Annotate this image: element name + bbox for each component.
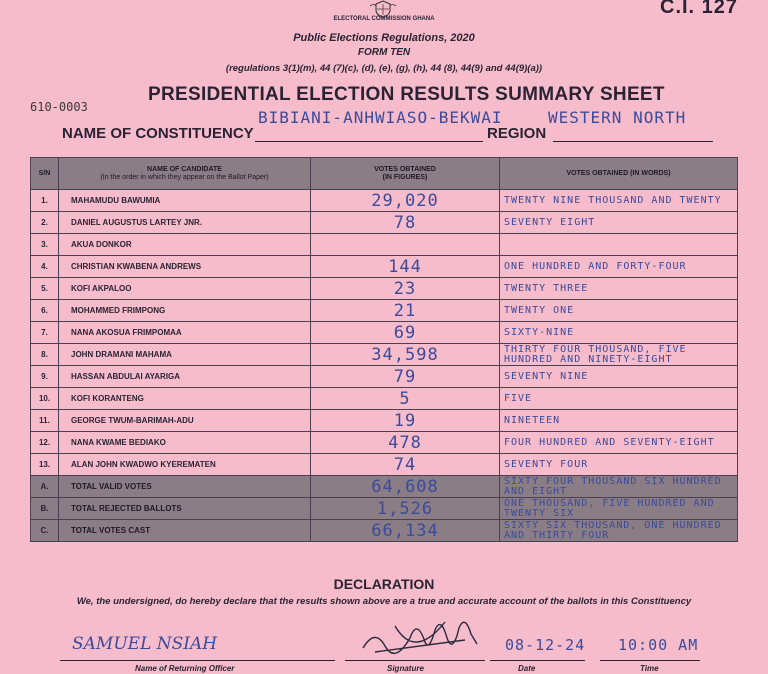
votes-figures: 29,020	[311, 190, 500, 212]
votes-figures: 5	[311, 388, 500, 410]
declaration-title: DECLARATION	[333, 576, 435, 592]
votes-words: TWENTY NINE THOUSAND AND TWENTY	[500, 190, 738, 212]
votes-figures: 1,526	[311, 498, 500, 520]
time-label: Time	[640, 664, 659, 673]
row-number: A.	[31, 476, 59, 498]
table-body	[31, 190, 738, 542]
row-number: 12.	[31, 432, 59, 454]
form-name: FORM TEN	[357, 47, 411, 58]
votes-words: ONE THOUSAND, FIVE HUNDRED AND TWENTY SIX	[500, 498, 738, 520]
region-label: REGION	[487, 125, 547, 142]
row-number: 5.	[31, 278, 59, 300]
returning-officer-name: SAMUEL NSIAH	[72, 634, 218, 654]
regulations-references: (regulations 3(1)(m), 44 (7)(c), (d), (e), (g), (h), 44 (8), 44(9) and 44(9)(a))	[225, 63, 543, 74]
candidate-name: KOFI KORANTENG	[59, 388, 311, 410]
votes-figures: 34,598	[311, 344, 500, 366]
votes-words: SEVENTY NINE	[500, 366, 738, 388]
candidate-name: NANA KWAME BEDIAKO	[59, 432, 311, 454]
votes-figures: 78	[311, 212, 500, 234]
candidate-row	[31, 190, 738, 212]
total-row	[31, 498, 738, 520]
row-number: 11.	[31, 410, 59, 432]
row-number: 2.	[31, 212, 59, 234]
row-number: 9.	[31, 366, 59, 388]
votes-figures: 19	[311, 410, 500, 432]
candidate-name: HASSAN ABDULAI AYARIGA	[59, 366, 311, 388]
votes-words: FOUR HUNDRED AND SEVENTY-EIGHT	[500, 432, 738, 454]
votes-words: SEVENTY FOUR	[500, 454, 738, 476]
votes-figures: 66,134	[311, 520, 500, 542]
candidate-row	[31, 366, 738, 388]
candidate-name: CHRISTIAN KWABENA ANDREWS	[59, 256, 311, 278]
date-line	[490, 660, 585, 661]
header-figures-label: VOTES OBTAINED	[374, 165, 436, 173]
votes-words	[500, 234, 738, 256]
row-number: C.	[31, 520, 59, 542]
form-code: 610-0003	[30, 100, 88, 114]
votes-words: THIRTY FOUR THOUSAND, FIVE HUNDRED AND NINETY-EIGHT	[500, 344, 738, 366]
votes-figures: 21	[311, 300, 500, 322]
signature-scribble	[355, 608, 485, 664]
candidate-row	[31, 344, 738, 366]
candidate-name: TOTAL VOTES CAST	[59, 520, 311, 542]
candidate-name: JOHN DRAMANI MAHAMA	[59, 344, 311, 366]
candidate-row	[31, 278, 738, 300]
candidate-row	[31, 256, 738, 278]
total-row	[31, 520, 738, 542]
constituency-value: BIBIANI-ANHWIASO-BEKWAI	[258, 108, 503, 127]
time-line	[600, 660, 700, 661]
region-underline	[553, 141, 713, 142]
constituency-label: NAME OF CONSTITUENCY	[62, 125, 254, 142]
signature-label: Signature	[387, 664, 424, 673]
row-number: 8.	[31, 344, 59, 366]
row-number: 10.	[31, 388, 59, 410]
votes-figures	[311, 234, 500, 256]
votes-words: FIVE	[500, 388, 738, 410]
commission-name: ELECTORAL COMMISSION GHANA	[333, 16, 435, 22]
candidate-row	[31, 234, 738, 256]
row-number: 6.	[31, 300, 59, 322]
votes-figures: 144	[311, 256, 500, 278]
candidate-name: ALAN JOHN KWADWO KYEREMATEN	[59, 454, 311, 476]
candidate-row	[31, 410, 738, 432]
row-number: 1.	[31, 190, 59, 212]
sheet-title: PRESIDENTIAL ELECTION RESULTS SUMMARY SHEET	[148, 84, 665, 105]
candidate-row	[31, 454, 738, 476]
candidate-name: AKUA DONKOR	[59, 234, 311, 256]
declaration-text: We, the undersigned, do hereby declare that the results shown above are a true and accurate account of the ballots in this Constituency	[76, 596, 692, 607]
votes-figures: 64,608	[311, 476, 500, 498]
results-table	[30, 157, 738, 542]
declaration-time: 10:00 AM	[618, 636, 699, 654]
votes-words: SIXTY FOUR THOUSAND SIX HUNDRED AND EIGHT	[500, 476, 738, 498]
votes-words: TWENTY THREE	[500, 278, 738, 300]
votes-figures: 74	[311, 454, 500, 476]
candidate-row	[31, 388, 738, 410]
candidate-name: KOFI AKPALOO	[59, 278, 311, 300]
votes-words: SIXTY-NINE	[500, 322, 738, 344]
candidate-name: MAHAMUDU BAWUMIA	[59, 190, 311, 212]
table-header-row	[31, 158, 738, 190]
candidate-row	[31, 300, 738, 322]
row-number: 3.	[31, 234, 59, 256]
votes-figures: 478	[311, 432, 500, 454]
signature-line	[345, 660, 485, 661]
total-row	[31, 476, 738, 498]
officer-name-line	[60, 660, 335, 661]
votes-words: TWENTY ONE	[500, 300, 738, 322]
votes-words: ONE HUNDRED AND FORTY-FOUR	[500, 256, 738, 278]
candidate-name: TOTAL VALID VOTES	[59, 476, 311, 498]
row-number: 7.	[31, 322, 59, 344]
row-number: 13.	[31, 454, 59, 476]
votes-figures: 79	[311, 366, 500, 388]
declaration-date: 08-12-24	[505, 636, 586, 654]
header-figures	[311, 158, 500, 190]
officer-name-label: Name of Returning Officer	[135, 664, 235, 673]
candidate-row	[31, 322, 738, 344]
candidate-name: TOTAL REJECTED BALLOTS	[59, 498, 311, 520]
votes-words: SIXTY SIX THOUSAND, ONE HUNDRED AND THIRTY FOUR	[500, 520, 738, 542]
votes-words: SEVENTY EIGHT	[500, 212, 738, 234]
header-figures-sub: (IN FIGURES)	[382, 173, 428, 181]
regulations-title: Public Elections Regulations, 2020	[293, 32, 475, 44]
header-words: VOTES OBTAINED (IN WORDS)	[500, 158, 738, 190]
ci-number: C.I. 127	[660, 0, 739, 18]
header-candidate-label: NAME OF CANDIDATE	[147, 165, 222, 173]
header-candidate	[59, 158, 311, 190]
candidate-row	[31, 432, 738, 454]
row-number: B.	[31, 498, 59, 520]
header-sn: S/N	[31, 158, 59, 190]
region-value: WESTERN NORTH	[548, 108, 687, 127]
header-candidate-sub: (In the order in which they appear on the Ballot Paper)	[100, 173, 269, 181]
candidate-name: MOHAMMED FRIMPONG	[59, 300, 311, 322]
candidate-name: GEORGE TWUM-BARIMAH-ADU	[59, 410, 311, 432]
votes-figures: 69	[311, 322, 500, 344]
candidate-name: DANIEL AUGUSTUS LARTEY JNR.	[59, 212, 311, 234]
votes-words: NINETEEN	[500, 410, 738, 432]
row-number: 4.	[31, 256, 59, 278]
candidate-name: NANA AKOSUA FRIMPOMAA	[59, 322, 311, 344]
date-label: Date	[518, 664, 536, 673]
votes-figures: 23	[311, 278, 500, 300]
candidate-row	[31, 212, 738, 234]
constituency-underline	[255, 141, 483, 142]
